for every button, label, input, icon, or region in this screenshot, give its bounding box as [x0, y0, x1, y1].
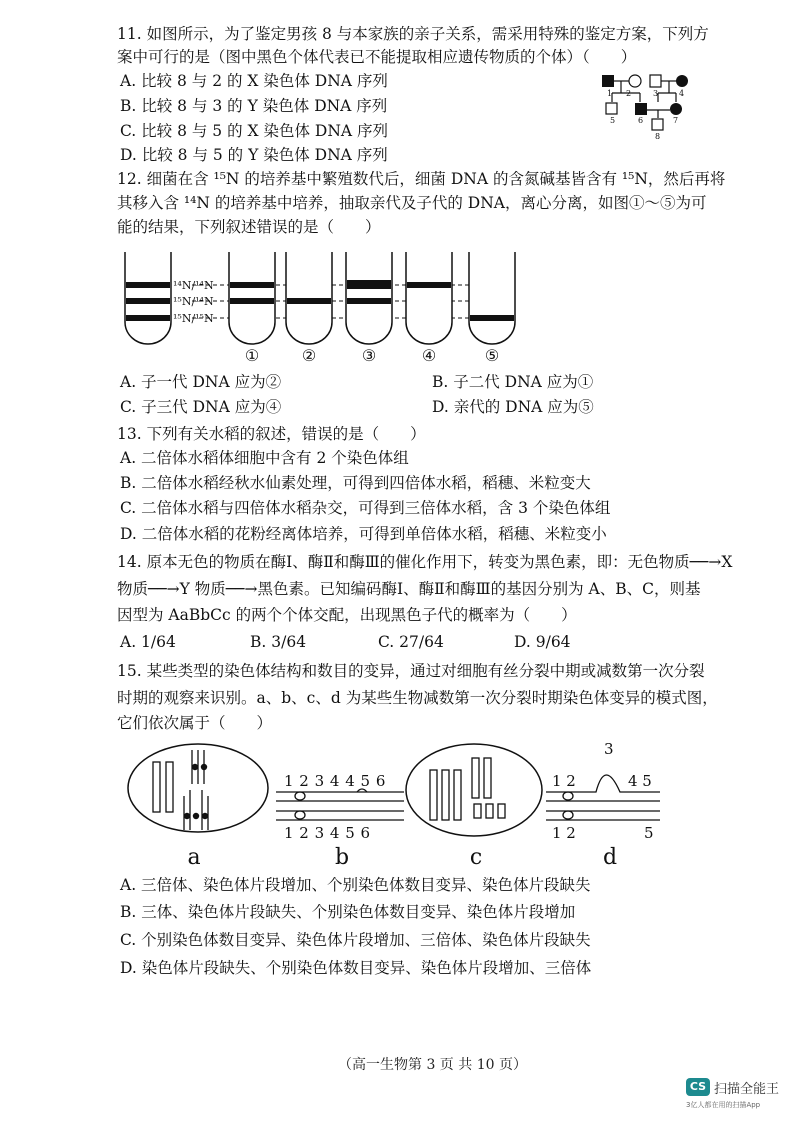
figure-b-chromosome-pair	[276, 789, 404, 820]
q13-option-b: B. 二倍体水稻经秋水仙素处理，可得到四倍体水稻，稻穗、米粒变大	[120, 474, 591, 492]
q14-stem-line3: 因型为 AaBbCc 的两个个体交配，出现黑色子代的概率为（ ）	[117, 606, 577, 624]
pedigree-individual-7	[670, 103, 682, 115]
pedigree-individual-4	[676, 75, 688, 87]
q12-stem-line1: 12. 细菌在含 ¹⁵N 的培养基中繁殖数代后，细菌 DNA 的含氮碱基皆含有 ¹⁵N，然后再将	[117, 170, 726, 188]
q15-stem-line2: 时期的观察来识别。a、b、c、d 为某些生物减数第一次分裂时期染色体变异的模式图，	[117, 689, 718, 707]
figure-b-top-labels: 1 2 3 4 4 5 6	[284, 772, 386, 790]
figure-label-a: a	[187, 845, 201, 870]
scanner-tagline: 3亿人都在用的扫描App	[686, 1101, 761, 1109]
q11-stem-line1: 11. 如图所示，为了鉴定男孩 8 与本家族的亲子关系，需采用特殊的鉴定方案，下列方	[117, 25, 709, 43]
chromosome-variation-figure	[124, 740, 664, 870]
band-label-15-15: ¹⁵N/¹⁵N	[173, 312, 214, 325]
reference-band-15-15	[126, 315, 170, 321]
reference-tube	[125, 252, 171, 344]
figure-a-chromosomes	[153, 750, 208, 830]
page-footer: （高一生物第 3 页 共 10 页）	[338, 1057, 527, 1073]
q15-option-c: C. 个别染色体数目变异、染色体片段增加、三倍体、染色体片段缺失	[120, 931, 591, 949]
q13-option-a: A. 二倍体水稻体细胞中含有 2 个染色体组	[120, 449, 409, 467]
figure-d-loop-label: 3	[604, 740, 614, 758]
tube-1-band-15-14	[230, 298, 274, 304]
pedigree-individual-5	[606, 103, 617, 114]
centrifuge-tubes-figure	[118, 246, 518, 368]
pedigree-individual-8	[652, 119, 663, 130]
figure-c-chromosomes	[430, 758, 505, 820]
tube-4	[406, 252, 452, 344]
pedigree-label-1: 1	[607, 89, 613, 98]
q15-option-b: B. 三体、染色体片段缺失、个别染色体数目变异、染色体片段增加	[120, 903, 576, 921]
tube-label-4: ④	[421, 346, 437, 365]
q12-option-a: A. 子一代 DNA 应为②	[120, 373, 282, 391]
q14-option-a: A. 1/64	[120, 633, 176, 651]
tube-4-band-14-14	[407, 282, 451, 288]
q12-option-c: C. 子三代 DNA 应为④	[120, 398, 282, 416]
q12-stem-line3: 能的结果，下列叙述错误的是（ ）	[117, 218, 381, 236]
q13-option-c: C. 二倍体水稻与四倍体水稻杂交，可得到三倍体水稻，含 3 个染色体组	[120, 499, 611, 517]
q14-option-b: B. 3/64	[250, 633, 307, 651]
reference-band-14-14	[126, 282, 170, 288]
tube-label-2: ②	[301, 346, 317, 365]
tube-3-band-15-14	[347, 298, 391, 304]
pedigree-individual-3	[650, 75, 661, 87]
figure-label-d: d	[602, 845, 618, 870]
pedigree-label-8: 8	[655, 132, 661, 141]
q11-option-b: B. 比较 8 与 3 的 Y 染色体 DNA 序列	[120, 97, 388, 115]
figure-d-bottom-right-label: 5	[644, 824, 654, 842]
scanner-logo-icon: CS	[686, 1078, 710, 1096]
tube-label-3: ③	[361, 346, 377, 365]
q15-option-a: A. 三倍体、染色体片段增加、个别染色体数目变异、染色体片段缺失	[120, 876, 591, 894]
pedigree-individual-2	[629, 75, 641, 87]
tube-5-band-15-15	[470, 315, 514, 321]
q14-stem-line2: 物质──→Y 物质──→黑色素。已知编码酶Ⅰ、酶Ⅱ和酶Ⅲ的基因分别为 A、B、C，则基	[117, 580, 701, 598]
band-label-14-14: ¹⁴N/¹⁴N	[173, 279, 214, 292]
q11-option-c: C. 比较 8 与 5 的 X 染色体 DNA 序列	[120, 122, 389, 140]
figure-d-top-right-labels: 4 5	[628, 772, 652, 790]
band-label-15-14: ¹⁵N/¹⁴N	[173, 295, 214, 308]
figure-d-top-left-labels: 1 2	[552, 772, 576, 790]
figure-b-bottom-labels: 1 2 3 4 5 6	[284, 824, 371, 842]
pedigree-label-3: 3	[653, 89, 659, 98]
tube-2-band-15-14	[287, 298, 331, 304]
q15-stem-line1: 15. 某些类型的染色体结构和数目的变异，通过对细胞有丝分裂中期或减数第一次分裂	[117, 662, 705, 680]
pedigree-individual-6	[635, 103, 647, 115]
q13-stem: 13. 下列有关水稻的叙述，错误的是（ ）	[117, 425, 426, 443]
q15-option-d: D. 染色体片段缺失、个别染色体数目变异、染色体片段增加、三倍体	[120, 959, 592, 977]
q12-option-b: B. 子二代 DNA 应为①	[432, 373, 594, 391]
q14-stem-line1: 14. 原本无色的物质在酶Ⅰ、酶Ⅱ和酶Ⅲ的催化作用下，转变为黑色素，即：无色物质──→X	[117, 553, 733, 571]
pedigree-label-4: 4	[679, 89, 685, 98]
q15-stem-line3: 它们依次属于（ ）	[117, 714, 273, 732]
q14-option-c: C. 27/64	[378, 633, 444, 651]
figure-label-b: b	[334, 845, 350, 870]
q14-option-d: D. 9/64	[514, 633, 571, 651]
pedigree-label-6: 6	[638, 116, 644, 125]
pedigree-individual-1	[602, 75, 614, 87]
figure-label-c: c	[469, 845, 483, 870]
pedigree-chart	[598, 66, 690, 162]
tube-1-band-14-14	[230, 282, 274, 288]
scanner-app-name: 扫描全能王	[714, 1082, 780, 1097]
q13-option-d: D. 二倍体水稻的花粉经离体培养，可得到单倍体水稻，稻穗、米粒变小	[120, 525, 607, 543]
tube-3-band-14-14	[347, 280, 391, 289]
reference-band-15-14	[126, 298, 170, 304]
pedigree-label-7: 7	[673, 116, 679, 125]
figure-d-bottom-labels: 1 2	[552, 824, 576, 842]
q12-option-d: D. 亲代的 DNA 应为⑤	[432, 398, 594, 416]
q11-stem-line2: 案中可行的是（图中黑色个体代表已不能提取相应遗传物质的个体）（ ）	[117, 48, 637, 66]
q11-option-d: D. 比较 8 与 5 的 Y 染色体 DNA 序列	[120, 146, 388, 164]
q11-option-a: A. 比较 8 与 2 的 X 染色体 DNA 序列	[120, 72, 388, 90]
tube-5	[469, 252, 515, 344]
tube-label-1: ①	[244, 346, 260, 365]
pedigree-label-5: 5	[610, 116, 616, 125]
q12-stem-line2: 其移入含 ¹⁴N 的培养基中培养，抽取亲代及子代的 DNA，离心分离，如图①～⑤为可	[117, 194, 707, 212]
tube-label-5: ⑤	[484, 346, 500, 365]
pedigree-label-2: 2	[626, 89, 632, 98]
